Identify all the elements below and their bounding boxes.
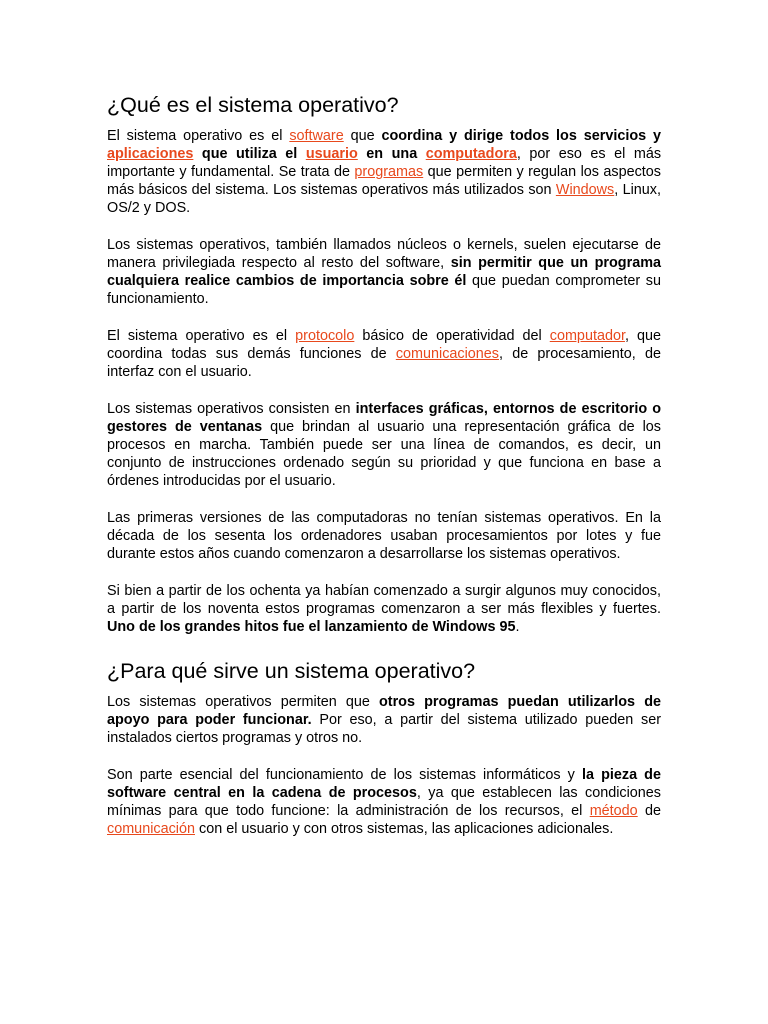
bold-text: interfaces gráficas, entornos de escritorio o gestores de ventanas — [107, 401, 662, 435]
link-software[interactable]: software — [289, 128, 344, 144]
text: que puedan comprometer su funcionamiento. — [107, 273, 661, 307]
text: que brindan al usuario una representación gráfica de los procesos en marcha. También puede ser una línea de comandos, es decir, un conjunto de instrucciones ordenado según su prioridad y que funciona en base a órdenes introducidas por el usuario. — [107, 419, 662, 489]
text: Por eso, a partir del sistema utilizado pueden ser instalados ciertos programas y otros no. — [107, 712, 661, 746]
link-aplicaciones[interactable]: aplicaciones — [107, 146, 194, 162]
text: , de procesamiento, de interfaz con el usuario. — [107, 346, 661, 380]
paragraph-2 — [107, 236, 661, 308]
link-windows[interactable]: Windows — [555, 182, 615, 198]
paragraph-7 — [107, 693, 661, 747]
bold-text: que utiliza el — [193, 146, 306, 162]
bold-text: sin permitir que un programa cualquiera realice cambios de importancia sobre él — [107, 255, 661, 289]
link-computador[interactable]: computador — [549, 328, 625, 344]
text: , que coordina todas sus demás funciones de — [107, 328, 661, 362]
text: Si bien a partir de los ochenta ya habían comenzado a surgir algunos muy conocidos, a partir de los noventa estos programas comenzaron a ser más flexibles y fuertes. — [107, 583, 661, 617]
bold-text: en una — [357, 146, 426, 162]
text: Los sistemas operativos consisten en — [107, 401, 356, 417]
text: . — [515, 619, 520, 635]
link-metodo[interactable]: método — [589, 803, 638, 819]
bold-text: otros programas puedan utilizarlos de apoyo para poder funcionar. — [107, 694, 661, 728]
paragraph-8 — [107, 766, 661, 838]
bold-text: coordina y dirige todos los servicios y — [381, 128, 661, 144]
link-programas[interactable]: programas — [354, 164, 424, 180]
link-usuario[interactable]: usuario — [305, 146, 358, 162]
heading-para-que-sirve: ¿Para qué sirve un sistema operativo? — [107, 659, 476, 683]
text: El sistema operativo es el — [107, 128, 290, 144]
text: El sistema operativo es el — [107, 328, 296, 344]
text: Son parte esencial del funcionamiento de los sistemas informáticos y — [107, 767, 582, 783]
link-protocolo[interactable]: protocolo — [295, 328, 355, 344]
paragraph-6 — [107, 582, 661, 636]
document-page — [107, 92, 661, 857]
text: Los sistemas operativos, también llamados núcleos o kernels, suelen ejecutarse de manera privilegiada respecto al resto del software, — [107, 237, 661, 271]
text: que permiten y regulan los aspectos más básicos del sistema. Los sistemas operativos más utilizados son — [107, 164, 661, 198]
bold-text: la pieza de software central en la cadena de procesos — [107, 767, 661, 801]
text: de — [637, 803, 661, 819]
link-comunicacion[interactable]: comunicación — [107, 821, 195, 837]
heading-que-es: ¿Qué es el sistema operativo? — [107, 93, 399, 117]
link-computadora[interactable]: computadora — [425, 146, 517, 162]
paragraph-3 — [107, 327, 661, 381]
text: que — [343, 128, 382, 144]
text: , ya que establecen las condiciones mínimas para que todo funcione: la administración de los recursos, el — [107, 785, 661, 819]
text: básico de operatividad del — [354, 328, 550, 344]
link-comunicaciones[interactable]: comunicaciones — [395, 346, 499, 362]
text: con el usuario y con otros sistemas, las aplicaciones adicionales. — [195, 821, 614, 837]
text: Los sistemas operativos permiten que — [107, 694, 379, 710]
paragraph-5 — [107, 509, 661, 563]
text: , Linux, OS/2 y DOS. — [107, 182, 661, 216]
text: Las primeras versiones de las computadoras no tenían sistemas operativos. En la década de los sesenta los ordenadores usaban procesamientos por lotes y fue durante estos años cuando comenzaron a desarrollarse los sistemas operativos. — [107, 510, 661, 562]
bold-text: Uno de los grandes hitos fue el lanzamiento de Windows 95 — [107, 619, 516, 635]
text: , por eso es el más importante y fundamental. Se trata de — [107, 146, 662, 180]
paragraph-1 — [107, 127, 661, 217]
paragraph-4 — [107, 400, 661, 490]
